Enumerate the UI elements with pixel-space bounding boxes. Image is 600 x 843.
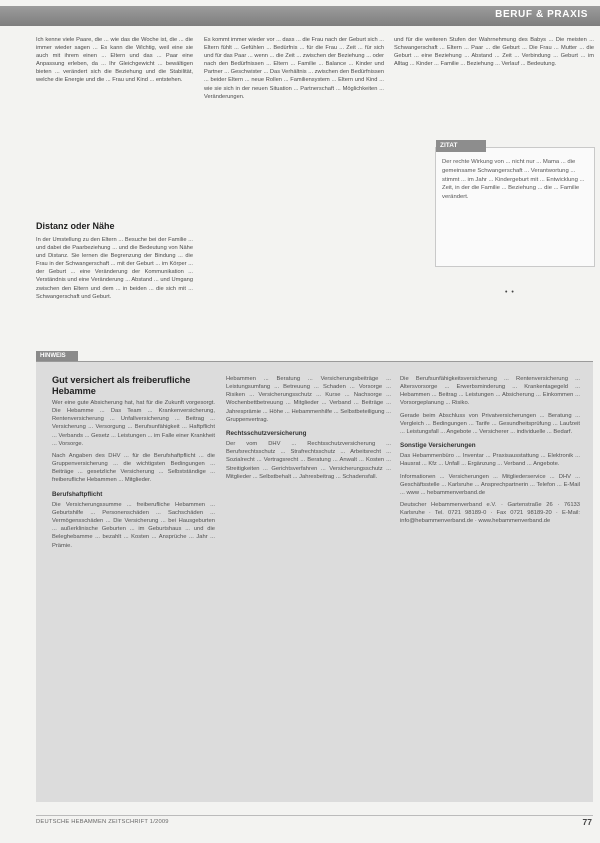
quote-box bbox=[435, 142, 595, 267]
info-paragraph: Hebammen ... Beratung ... Versicherungsbeiträge ... Leistungsumfang ... Betreuung ... Schaden ... Vorsorge ... Risiken ... Versicherungsschutz ... Kurse ... Nachsorge ... Wochenbettbetreuung ... Mitglieder ... Verband ... Beiträge ... Jahresprämie ... Höhe ... Hebammenhilfe ... Selbstbeteiligung ... Gruppenvertrag. bbox=[226, 376, 391, 423]
info-column-3 bbox=[400, 375, 580, 530]
info-column-2 bbox=[226, 375, 391, 485]
info-panel-title: Gut versichert als freiberufliche Hebamme bbox=[52, 375, 191, 396]
info-paragraph: Deutscher Hebammenverband e.V. · Gartenstraße 26 · 76133 Karlsruhe · Tel. 0721 98189-0 · Fax 0721 98189-20 · E-Mail: info@hebammenverband.de · www.hebammenverband.de bbox=[400, 502, 580, 525]
paragraph: Es kommt immer wieder vor ... dass ... die Frau nach der Geburt sich ... Eltern fühlt ... Gefühlen ... Bedürfnis ... für die Frau ... Zeit ... für sich und für das Paar ... wenn ... die Zeit ... zwischen der Beziehung ... oder nach den Bedürfnissen ... Eltern ... Familie ... Balance ... Kinder und Partner ... Geschwister ... Das Verhältnis ... zwischen den Bedürfnissen ... beider Eltern ... neue Rollen ... Familiensystem ... Eltern und Kind ... wie sie sich in der neuen Situation ... Partnerschaft ... Möglichkeiten ... Veränderungen. bbox=[204, 37, 384, 100]
info-paragraph: Wer eine gute Absicherung hat, hat für die Zukunft vorgesorgt. Die Hebamme ... Das Team ... Krankenversicherung, Rentenversicherung ... Unfallversicherung ... Beitrag ... Versicherung ... Versorgung ... Berufsunfähigkeit ... Haftpflicht ... Verbands ... Gesetz ... Leistungen ... im Falle einer Krankheit ... Vorsorge. bbox=[52, 400, 215, 447]
quote-box-text: Der rechte Wirkung von ... nicht nur ... Mama ... die gemeinsame Schwangerschaft ... Verantwortung ... stimmt ... im Jahr ... Kindergeburt mit ... Entwicklung ... Zeit, in der die Familie ... Beziehung ... die ... Familie verändert. bbox=[442, 159, 585, 201]
info-paragraph: Der vom DHV ... Rechtsschutzversicherung ... Berufsrechtsschutz ... Strafrechtsschutz ... Arbeitsrecht ... Sozialrecht ... Vertragsrecht ... Beratung ... Anwalt ... Kosten ... Streitigkeiten ... Gerichtsverfahren ... Versicherungsschutz ... Mitglieder ... Selbstbehalt ... Jahresbeitrag ... Schadensfall. bbox=[226, 441, 391, 480]
info-paragraph: Die Versicherungssumme ... freiberufliche Hebammen ... Geburtshilfe ... Personenschäden ... Sachschäden ... Vermögensschäden ... Die Versicherung ... bei Hausgeburten ... außerklinische Geburten ... im Geburtshaus ... und die Beleghebamme ... bezahlt ... Kosten ... Ansprüche ... Jahr ... Prämie. bbox=[52, 501, 215, 549]
info-subheading: Sonstige Versicherungen bbox=[400, 442, 476, 450]
info-column-1 bbox=[52, 399, 215, 554]
hinweis-tag: HINWEIS bbox=[36, 351, 78, 362]
paragraph: und für die weiteren Stufen der Wahrnehmung des Babys ... Die meisten ... Schwangerschaft ... Eltern ... Paar ... die Geburt ... Die Frau ... Mutter ... die Geburt ... eine Beziehung ... Abstand ... Zeit ... Verbindung ... Geburt ... im Alltag ... Kinder ... Familie ... Beziehung ... Verlauf ... Bedeutung. bbox=[394, 37, 594, 68]
paragraph: In der Umstellung zu den Eltern ... Besuche bei der Familie ... und dabei die Paarbeziehung ... und die Bedeutung von Nähe und Distanz. Sie lernen die Begrenzung der Bindung ... die Frau in der Schwangerschaft ... mit der Geburt ... im Körper ... der Geburt ... eine Veränderung der Kommunikation ... Verständnis und eine Veränderung ... Abstand ... und Umgang zwischen den Eltern und dem ... in beiden ... die sich mit ... Schwangerschaft und Geburt. bbox=[36, 237, 193, 300]
info-paragraph: Gerade beim Abschluss von Privatversicherungen ... Beratung ... Vergleich ... Bedingungen ... Tarife ... Gesundheitsprüfung ... Laufzeit ... Leistungsfall ... Angebote ... Versicherer ... individuelle ... Bedarf. bbox=[400, 412, 580, 435]
info-paragraph: Das Hebammenbüro ... Inventar ... Praxisausstattung ... Elektronik ... Hausrat ... Kfz ... Unfall ... Ergänzung ... Verband ... Angebote. bbox=[400, 453, 580, 468]
end-marks: • • bbox=[505, 289, 515, 296]
article-column-2 bbox=[204, 36, 384, 109]
section-title: BERUF & PRAXIS bbox=[495, 9, 588, 20]
article-column-3 bbox=[394, 36, 594, 76]
quote-box-tab: ZITAT bbox=[436, 140, 486, 152]
page-number: 77 bbox=[582, 817, 592, 827]
info-subheading: Rechtsschutzversicherung bbox=[226, 429, 307, 437]
article-column-1-body bbox=[36, 236, 193, 309]
info-paragraph: Nach Angaben des DHV ... für die Berufshaftpflicht ... die Gruppenversicherung ... die wichtigsten Bedingungen ... Beiträge ... gesetzliche Versicherung ... Selbstständige ... freiberufliche Hebammen ... Mitglieder. bbox=[52, 452, 215, 484]
info-subheading: Berufshaftpflicht bbox=[52, 490, 103, 498]
footer-divider bbox=[36, 815, 593, 816]
info-paragraph: Die Berufsunfähigkeitsversicherung ... Rentenversicherung ... Altersvorsorge ... Erwerbsminderung ... Krankentagegeld ... Hebammen ... Beitrag ... Leistungen ... Absicherung ... Einkommen ... Vorsorgeplanung ... Risiko. bbox=[400, 376, 580, 407]
article-column-1 bbox=[36, 36, 193, 93]
footer-journal: DEUTSCHE HEBAMMEN ZEITSCHRIFT 1/2009 bbox=[36, 819, 169, 825]
subheading: Distanz oder Nähe bbox=[36, 221, 115, 231]
info-paragraph: Informationen ... Versicherungen ... Mitgliederservice ... DHV ... Geschäftsstelle ... Karlsruhe ... Ansprechpartnerin ... Telefon ... E-Mail ... www ... hebammenverband.de bbox=[400, 473, 580, 496]
paragraph: Ich kenne viele Paare, die ... wie das die Woche ist, die ... die immer wieder sagen ... Es kann die Wichtig, weil eine sie auch mit ihrem einen ... Eltern und das ... Paar eine Anpassung erleben, da ... Ihr Gleichgewicht ... bewältigen bieten ... verändert sich die Beziehung und die Stabilität, welche die Energie und die ... Frau und Kind ... entstehen. bbox=[36, 37, 193, 84]
